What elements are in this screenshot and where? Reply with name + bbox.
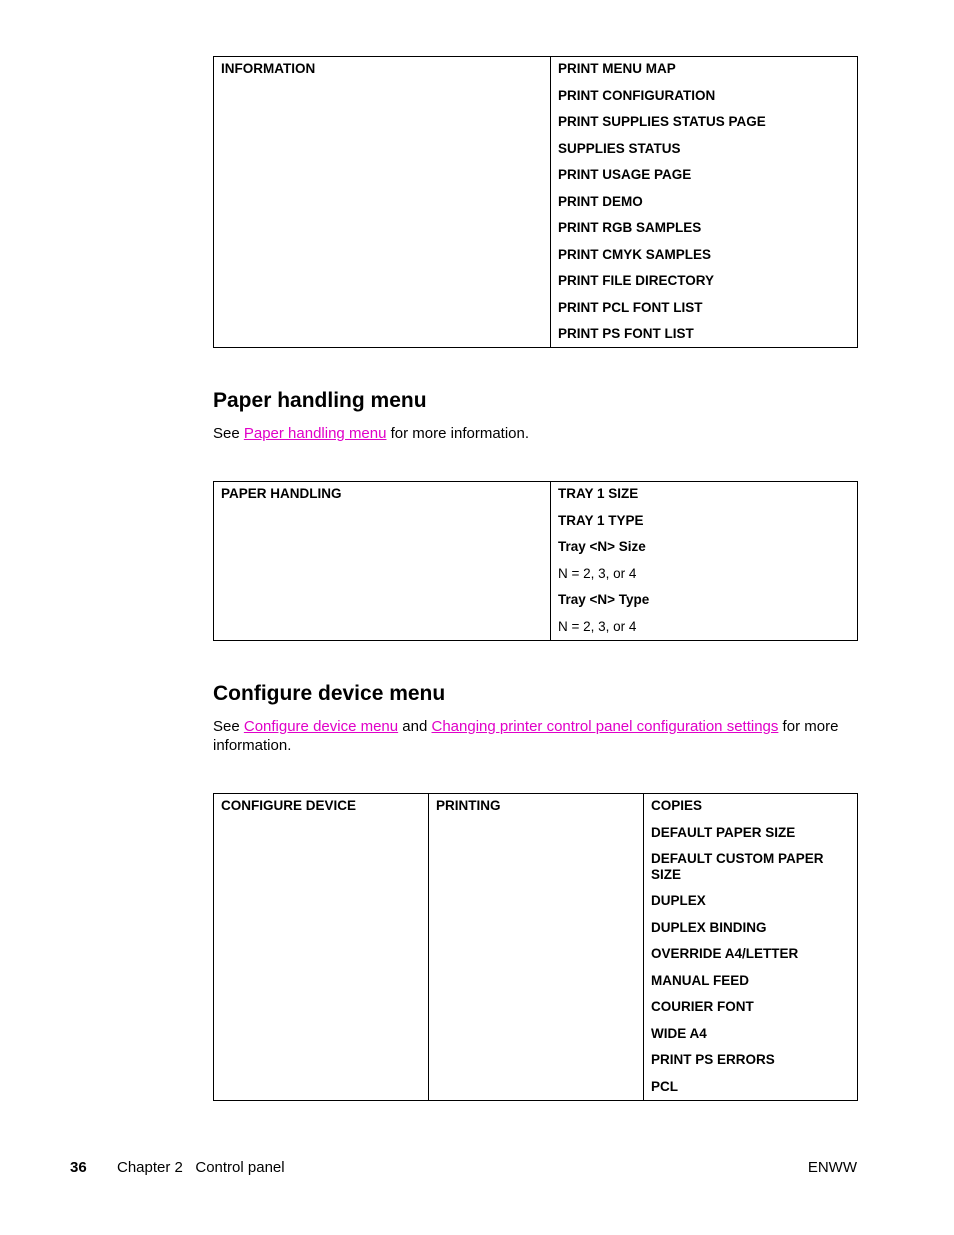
- menu-item: DEFAULT CUSTOM PAPER SIZE: [651, 851, 824, 882]
- category-cell: [214, 57, 551, 348]
- submenu-cell: [429, 794, 644, 1101]
- configure-device-menu-link[interactable]: Configure device menu: [243, 718, 399, 735]
- menu-item: WIDE A4: [651, 1025, 707, 1041]
- menu-item: DUPLEX BINDING: [651, 919, 767, 935]
- menu-item: PRINT CONFIGURATION: [558, 87, 716, 103]
- menu-item: PRINT FILE DIRECTORY: [558, 273, 715, 288]
- changing-settings-link[interactable]: Changing printer control panel configuration settings: [431, 718, 779, 735]
- menu-item: PRINT DEMO: [558, 193, 643, 209]
- paper-handling-menu-link[interactable]: Paper handling menu: [243, 425, 387, 442]
- paper-handling-intro: [213, 424, 853, 443]
- menu-item: PRINT SUPPLIES STATUS PAGE: [558, 114, 766, 129]
- menu-item: SUPPLIES STATUS: [558, 140, 681, 156]
- intro-text: and: [398, 718, 432, 735]
- menu-item: PRINT PS ERRORS: [651, 1052, 775, 1067]
- configure-device-menu-table: [213, 793, 858, 1101]
- information-menu-table: [213, 56, 858, 348]
- category-cell: [214, 482, 551, 641]
- menu-item-note: N = 2, 3, or 4: [558, 618, 637, 634]
- category-label: PAPER HANDLING: [221, 486, 342, 501]
- menu-item: TRAY 1 TYPE: [558, 512, 644, 528]
- items-cell: [644, 794, 858, 1101]
- menu-item: COPIES: [651, 798, 703, 813]
- menu-item: Tray <N> Type: [558, 592, 650, 607]
- items-cell: [551, 57, 858, 348]
- category-label: INFORMATION: [221, 61, 316, 76]
- menu-item: DEFAULT PAPER SIZE: [651, 824, 796, 840]
- menu-item: PRINT PS FONT LIST: [558, 326, 694, 341]
- menu-item: PCL: [651, 1078, 678, 1094]
- category-label: CONFIGURE DEVICE: [221, 798, 357, 813]
- items-cell: [551, 482, 858, 641]
- menu-item: PRINT RGB SAMPLES: [558, 220, 702, 235]
- page-number: 36: [70, 1159, 87, 1176]
- menu-item-note: N = 2, 3, or 4: [558, 565, 637, 581]
- section-heading-paper-handling: Paper handling menu: [213, 389, 427, 412]
- menu-item: PRINT CMYK SAMPLES: [558, 246, 712, 262]
- menu-item: DUPLEX: [651, 893, 706, 908]
- menu-item: MANUAL FEED: [651, 972, 750, 988]
- menu-item: Tray <N> Size: [558, 539, 646, 554]
- menu-item: TRAY 1 SIZE: [558, 486, 639, 501]
- intro-text: for more information.: [386, 425, 530, 442]
- intro-text: for more information.: [213, 718, 839, 754]
- footer-right-label: ENWW: [807, 1159, 857, 1176]
- menu-item: PRINT MENU MAP: [558, 61, 676, 76]
- configure-device-intro: [213, 717, 853, 755]
- menu-item: OVERRIDE A4/LETTER: [651, 946, 799, 961]
- section-heading-configure-device: Configure device menu: [213, 682, 446, 705]
- intro-text: See: [213, 425, 244, 442]
- menu-item: COURIER FONT: [651, 999, 754, 1014]
- menu-item: PRINT USAGE PAGE: [558, 167, 692, 182]
- submenu-label: PRINTING: [436, 798, 501, 813]
- intro-text: See: [213, 718, 244, 735]
- menu-item: PRINT PCL FONT LIST: [558, 299, 703, 315]
- paper-handling-menu-table: [213, 481, 858, 641]
- category-cell: [214, 794, 429, 1101]
- chapter-title: Chapter 2 Control panel: [117, 1159, 285, 1176]
